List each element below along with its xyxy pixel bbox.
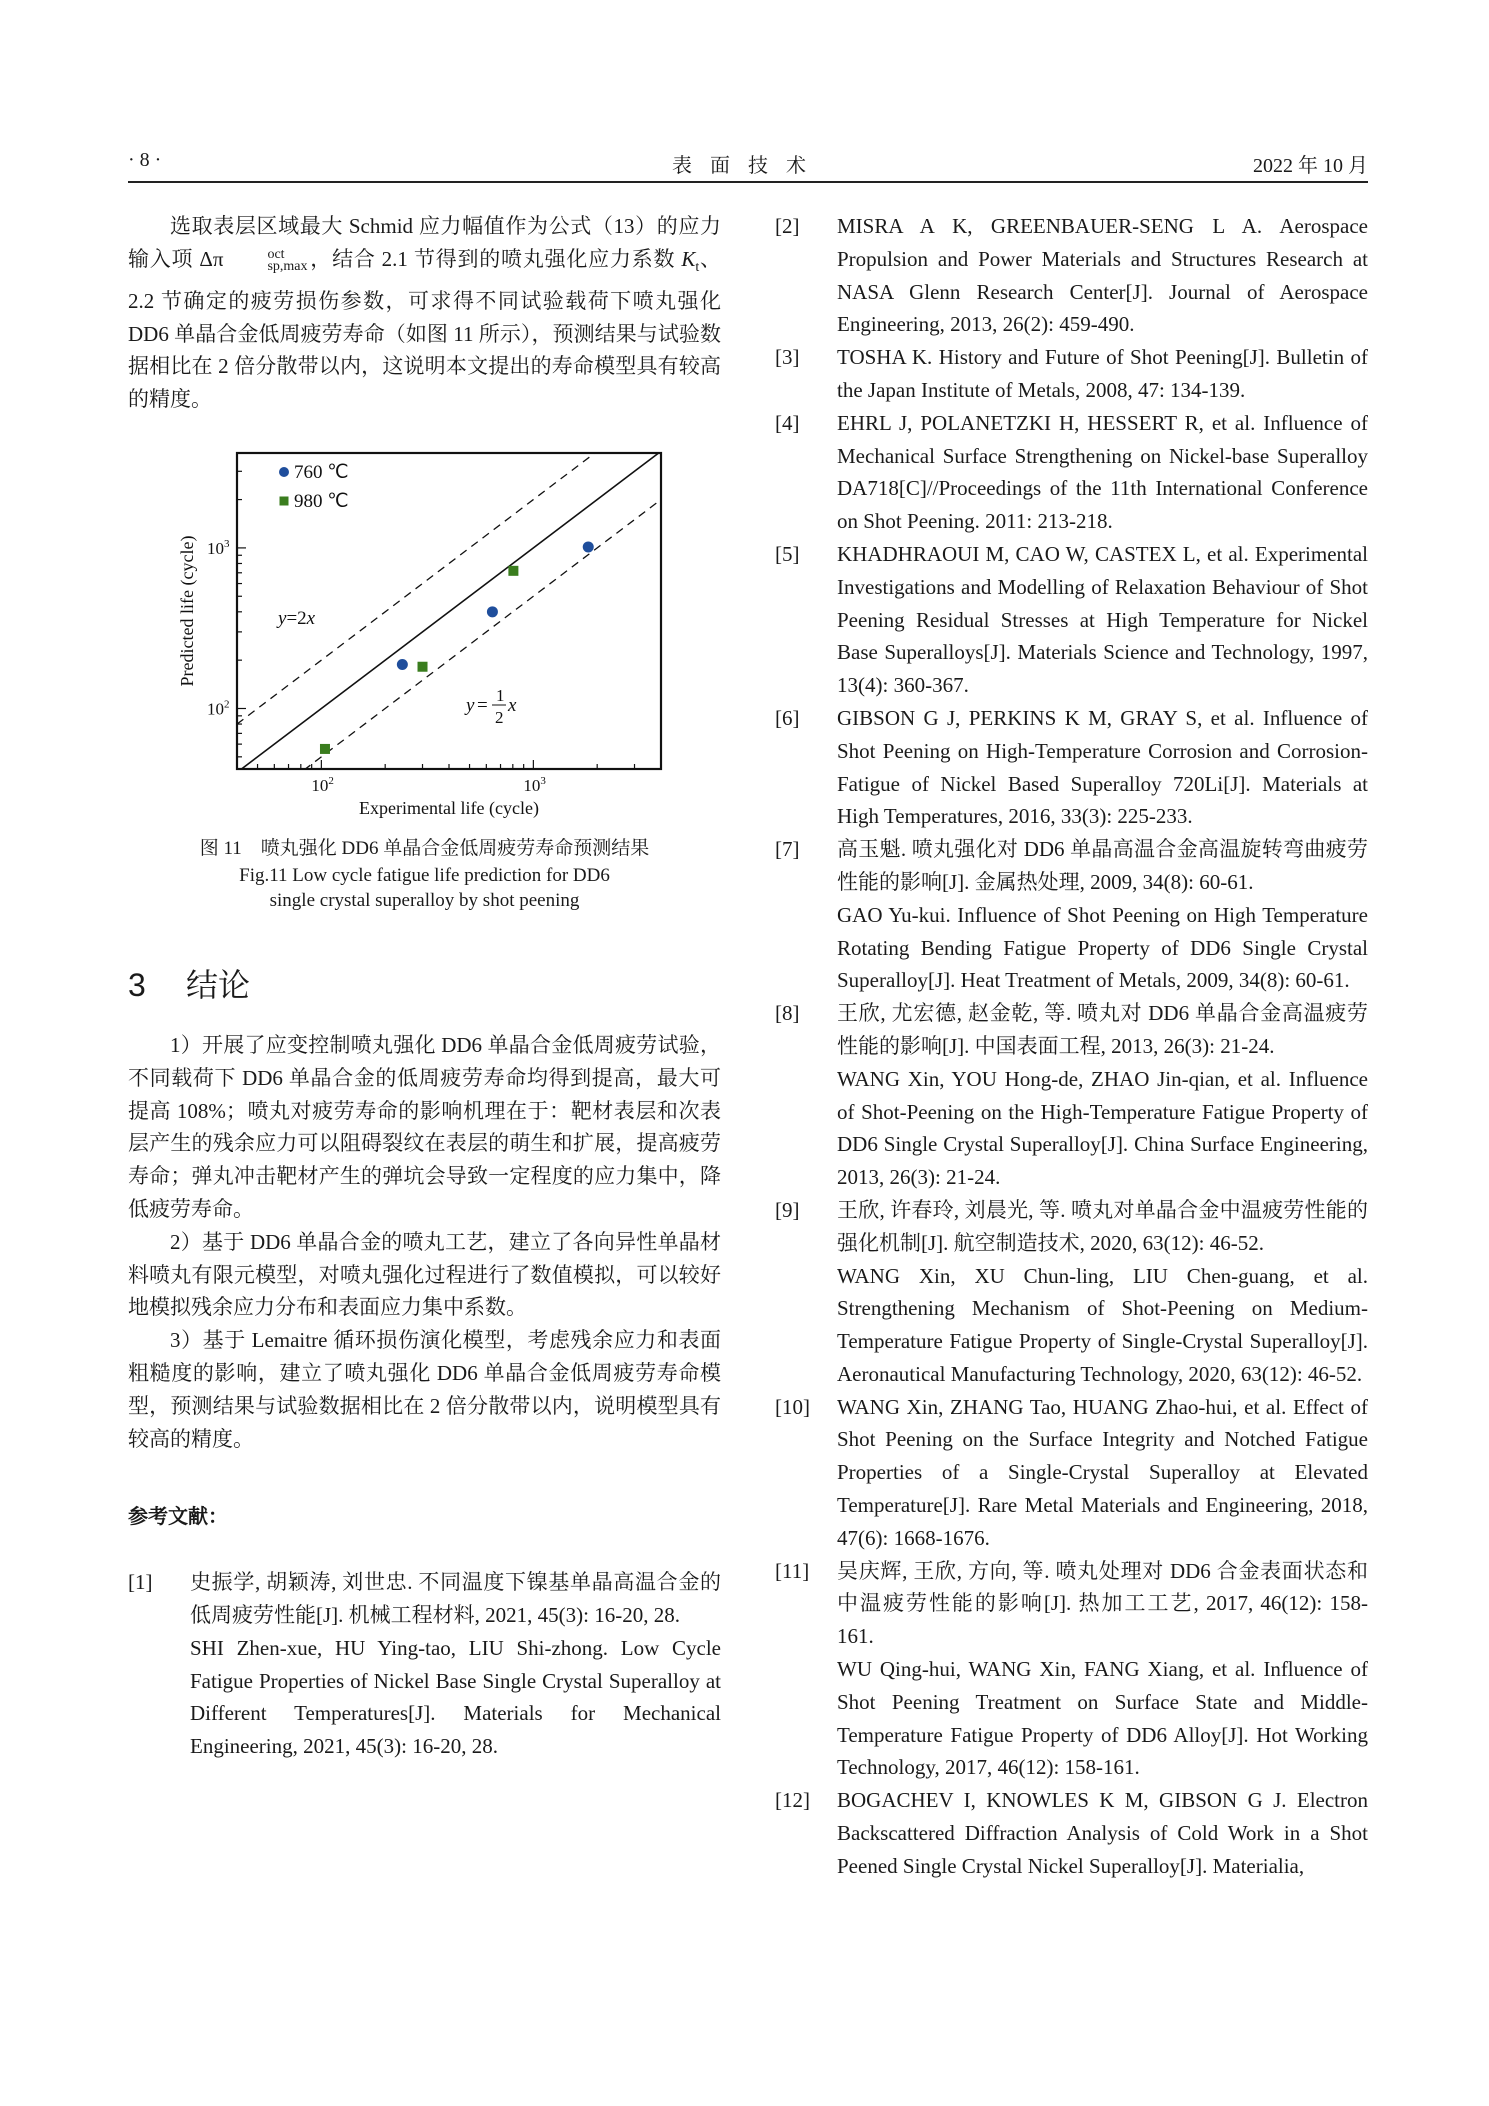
data-point-760c xyxy=(397,659,408,670)
reference-number: [10] xyxy=(775,1394,810,1419)
caption-en-line-2: single crystal superalloy by shot peening xyxy=(269,889,580,911)
left-column xyxy=(128,210,721,1763)
reference-text-cn: 高玉魁. 喷丸强化对 DD6 单晶高温合金高温旋转弯曲疲劳性能的影响[J]. 金属热处理, 2009, 34(8): 60-61. xyxy=(837,837,1368,894)
data-point-760c xyxy=(487,606,498,617)
page-number: · 8 · xyxy=(128,149,162,171)
reference-10 xyxy=(775,1391,1368,1555)
journal-title: 表面技术 xyxy=(672,155,824,177)
caption-en-line-1: Fig.11 Low cycle fatigue life prediction for DD6 xyxy=(239,864,610,886)
reference-2 xyxy=(775,210,1368,341)
reference-number: [6] xyxy=(775,705,800,730)
reference-text-en: WANG Xin, XU Chun-ling, LIU Chen-guang, et al. Strengthening Mechanism of Shot-Peening on Medium-Temperature Fatigue Property of Single-Crystal Superalloy[J]. Aeronautical Manufacturing Technology, 2020, 63(12): 46-52. xyxy=(837,1263,1368,1386)
annotation-equals: = xyxy=(477,694,488,716)
reference-text-en: MISRA A K, GREENBAUER-SENG L A. Aerospace Propulsion and Power Materials and Structures Research at NASA Glenn Research Center[J]. Journal of Aerospace Engineering, 2013, 26(2): 459-490. xyxy=(837,214,1368,337)
annotation-x-label: x xyxy=(508,694,517,716)
annotation-numerator: 1 xyxy=(496,685,505,705)
reference-text-en: BOGACHEV I, KNOWLES K M, GIBSON G J. Electron Backscattered Diffraction Analysis of Cold Work in a Shot Peened Single Crystal Nickel Superalloy[J]. Materialia, xyxy=(837,1788,1368,1878)
reference-number: [9] xyxy=(775,1197,800,1222)
reference-text-en: WANG Xin, YOU Hong-de, ZHAO Jin-qian, et al. Influence of Shot-Peening on the High-Temperature Fatigue Property of DD6 Single Crystal Superalloy[J]. China Surface Engineering, 2013, 26(3): 21-24. xyxy=(837,1066,1368,1190)
x-tick-label: $10^2$ xyxy=(311,774,334,795)
y-axis-label: Predicted life (cycle) xyxy=(177,535,197,687)
scatter-chart xyxy=(128,434,721,834)
data-point-980c xyxy=(320,744,330,754)
reference-line-y-equals-half-x xyxy=(237,500,661,821)
y-tick-label: $10^3$ xyxy=(207,537,230,558)
reference-12 xyxy=(775,1784,1368,1882)
reference-11 xyxy=(775,1555,1368,1785)
page-header xyxy=(128,145,1368,183)
reference-number: [2] xyxy=(775,214,800,238)
figure-11 xyxy=(128,434,721,834)
reference-number: [4] xyxy=(775,410,800,435)
reference-4 xyxy=(775,407,1368,538)
legend-marker-circle xyxy=(279,467,289,477)
reference-number: [8] xyxy=(775,1001,800,1026)
reference-text-en: TOSHA K. History and Future of Shot Peening[J]. Bulletin of the Japan Institute of Metals, 2008, 47: 134-139. xyxy=(837,345,1368,402)
reference-text-en: KHADHRAOUI M, CAO W, CASTEX L, et al. Experimental Investigations and Modelling of Relaxation Behaviour of Shot Peening Residual Stresses at High Temperature for Nickel Base Superalloys[J]. Materials Science and Technology, 1997, 13(4): 360-367. xyxy=(837,541,1368,698)
reference-text-cn: 王欣, 许春玲, 刘晨光, 等. 喷丸对单晶合金中温疲劳性能的强化机制[J]. 航空制造技术, 2020, 63(12): 46-52. xyxy=(837,1197,1368,1255)
x-tick-label: $10^3$ xyxy=(523,774,546,795)
reference-8 xyxy=(775,997,1368,1194)
reference-9 xyxy=(775,1194,1368,1391)
annotation-denominator: 2 xyxy=(495,707,504,727)
conclusion-item-2: 2）基于 DD6 单晶合金的喷丸工艺，建立了各向异性单晶材料喷丸有限元模型，对喷丸强化过程进行了数值模拟，可以较好地模拟残余应力分布和表面应力集中系数。 xyxy=(128,1229,721,1320)
reference-number: [5] xyxy=(775,541,800,566)
legend-label: 760 ℃ xyxy=(294,461,349,483)
intro-paragraph: 选取表层区域最大 Schmid 应力幅值作为公式（13）的应力输入项 Δπ oct sp,max ，结合 2.1 节得到的喷丸强化应力系数 $K_t$、2.2 节确定的疲劳损伤参数，可求得不同试验载荷下喷丸强化 DD6 单晶合金低周疲劳寿命（如图 11 所示），预测结果与试验数据相比在 2 倍分散带以内，这说明本文提出的寿命模型具有较高的精度。 xyxy=(128,214,721,412)
legend-marker-square xyxy=(280,496,289,505)
reference-text-cn: 吴庆辉, 王欣, 方向, 等. 喷丸处理对 DD6 合金表面状态和中温疲劳性能的影响[J]. 热加工工艺, 2017, 46(12): 158-161. xyxy=(837,1558,1368,1649)
x-axis-label: Experimental life (cycle) xyxy=(359,797,539,818)
annotation-y-equals-2x: y=2x xyxy=(278,607,316,629)
reference-number: [7] xyxy=(775,837,800,862)
reference-6 xyxy=(775,702,1368,833)
section-heading-conclusion: 3 结论 xyxy=(128,966,251,1003)
data-point-980c xyxy=(508,566,518,576)
conclusion-item-1: 1）开展了应变控制喷丸强化 DD6 单晶合金低周疲劳试验，不同载荷下 DD6 单晶合金的低周疲劳寿命均得到提高，最大可提高 108%；喷丸对疲劳寿命的影响机理在于：靶材表层和次表层产生的残余应力可以阻碍裂纹在表层的萌生和扩展，提高疲劳寿命；弹丸冲击靶材产生的弹坑会导致一定程度的应力集中，降低疲劳寿命。 xyxy=(128,1032,721,1221)
reference-number: [12] xyxy=(775,1788,810,1813)
reference-1: [1] 史振学, 胡颖涛, 刘世忠. 不同温度下镍基单晶高温合金的低周疲劳性能[J]. 机械工程材料, 2021, 45(3): 16-20, 28. SHI Zhen-xue, HU Ying-tao, LIU Shi-zhong. Low Cycle Fatigue Properties of Nickel Base Single Crystal Superalloy at Different Temperatures[J]. Materials for Mechanical Engineering, 2021, 45(3): 16-20, 28. xyxy=(128,1570,721,1759)
reference-5 xyxy=(775,538,1368,702)
data-point-980c xyxy=(418,662,428,672)
reference-text-en: EHRL J, POLANETZKI H, HESSERT R, et al. Influence of Mechanical Surface Strengthening on Nickel-base Superalloy DA718[C]//Proceedings of the 11th International Conference on Shot Peening. 2011: 213-218. xyxy=(837,410,1368,534)
legend-label: 980 ℃ xyxy=(294,490,349,512)
data-point-760c xyxy=(583,541,594,552)
reference-text-en: GIBSON G J, PERKINS K M, GRAY S, et al. Influence of Shot Peening on High-Temperature Corrosion and Corrosion-Fatigue of Nickel Based Superalloy 720Li[J]. Materials at High Temperatures, 2016, 33(3): 225-233. xyxy=(837,705,1368,829)
annotation-y-label: y xyxy=(466,694,475,716)
reference-number: [11] xyxy=(775,1558,810,1583)
reference-text-cn: 王欣, 尤宏德, 赵金乾, 等. 喷丸对 DD6 单晶合金高温疲劳性能的影响[J]. 中国表面工程, 2013, 26(3): 21-24. xyxy=(837,1001,1368,1058)
reference-text-en: WANG Xin, ZHANG Tao, HUANG Zhao-hui, et al. Effect of Shot Peening on the Surface Integrity and Notched Fatigue Properties of a Single-Crystal Superalloy at Elevated Temperature[J]. Rare Metal Materials and Engineering, 2018, 47(6): 1668-1676. xyxy=(837,1394,1368,1550)
reference-7 xyxy=(775,833,1368,997)
reference-text-en: GAO Yu-kui. Influence of Shot Peening on High Temperature Rotating Bending Fatigue Property of DD6 Single Crystal Superalloy[J]. Heat Treatment of Metals, 2009, 34(8): 60-61. xyxy=(837,902,1368,993)
figure-caption xyxy=(128,836,721,913)
issue-date: 2022 年 10 月 xyxy=(1253,155,1368,177)
y-tick-label: $10^2$ xyxy=(207,698,230,719)
reference-number: [3] xyxy=(775,345,800,370)
reference-text-en: WU Qing-hui, WANG Xin, FANG Xiang, et al. Influence of Shot Peening Treatment on Surface State and Middle-Temperature Fatigue Property of DD6 Alloy[J]. Hot Working Technology, 2017, 46(12): 158-161. xyxy=(837,1657,1368,1780)
caption-cn: 图 11 喷丸强化 DD6 单晶合金低周疲劳寿命预测结果 xyxy=(199,837,650,859)
references-heading: 参考文献： xyxy=(128,1506,228,1529)
right-column xyxy=(775,210,1368,1883)
reference-3 xyxy=(775,341,1368,407)
conclusion-item-3: 3）基于 Lemaitre 循环损伤演化模型，考虑残余应力和表面粗糙度的影响，建立了喷丸强化 DD6 单晶合金低周疲劳寿命模型，预测结果与试验数据相比在 2 倍分散带以内，说明模型具有较高的精度。 xyxy=(128,1328,721,1451)
